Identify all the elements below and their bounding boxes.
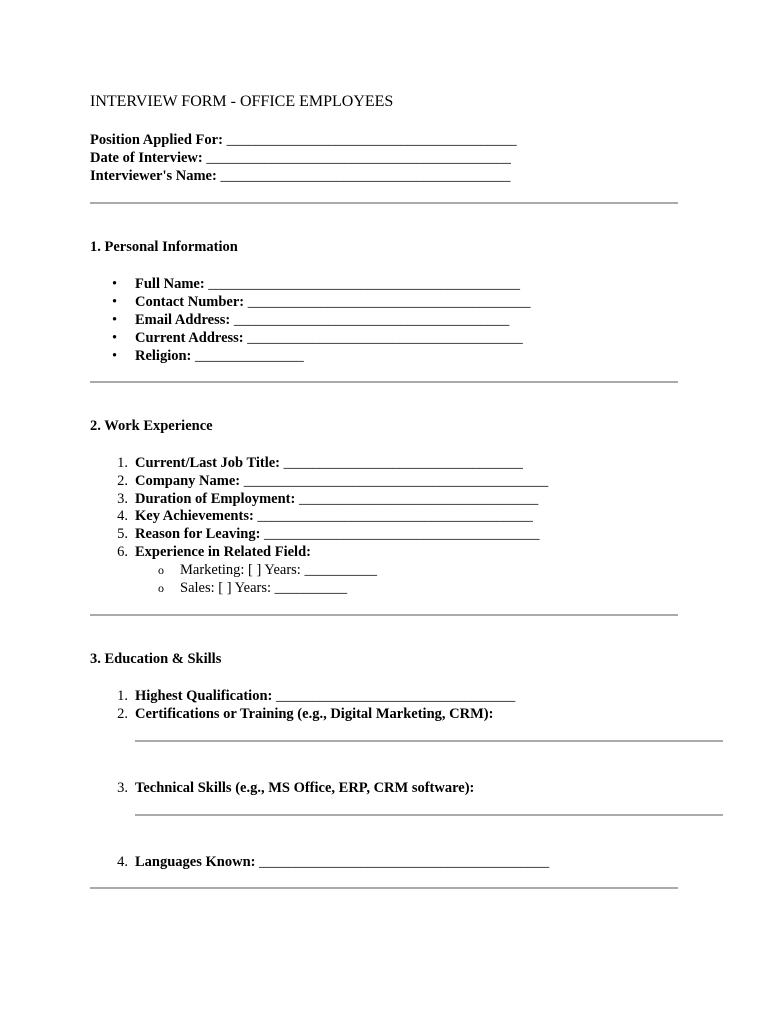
contact-number-blank[interactable]: _______________________________________ [247, 294, 531, 310]
duration-blank[interactable]: _________________________________ [298, 491, 539, 507]
section-divider [90, 887, 678, 889]
certifications-label: Certifications or Training (e.g., Digital Marketing, CRM): [135, 706, 494, 722]
key-achievements-blank[interactable]: ______________________________________ [257, 508, 533, 524]
duration-label: Duration of Employment: [135, 491, 296, 507]
form-title: INTERVIEW FORM - OFFICE EMPLOYEES [90, 93, 394, 110]
bullet-marker: • [112, 294, 118, 310]
date-of-interview-field[interactable] [90, 149, 511, 167]
list-number: 4. [117, 508, 128, 524]
sub-list-marker: o [158, 581, 164, 595]
bullet-marker: • [112, 330, 118, 346]
section-divider [90, 202, 678, 204]
list-number: 1. [117, 455, 128, 471]
full-name-label: Full Name: [135, 276, 205, 292]
section-divider [90, 614, 678, 616]
date-of-interview-blank[interactable]: __________________________________________ [206, 150, 511, 166]
full-name-blank[interactable]: ___________________________________________ [208, 276, 521, 292]
email-address-label: Email Address: [135, 312, 231, 328]
date-of-interview-label: Date of Interview: [90, 150, 203, 166]
email-address-blank[interactable]: ______________________________________ [233, 312, 510, 328]
sub-list-marker: o [158, 563, 164, 577]
section-divider [90, 381, 678, 383]
highest-qualification-blank[interactable]: _________________________________ [275, 688, 516, 704]
current-address-label: Current Address: [135, 330, 244, 346]
sales-years-text[interactable]: Sales: [ ] Years: __________ [180, 580, 348, 596]
interviewer-name-label: Interviewer's Name: [90, 168, 217, 184]
religion-label: Religion: [135, 348, 192, 364]
company-name-label: Company Name: [135, 473, 241, 489]
interviewer-name-field[interactable] [90, 167, 510, 185]
religion-blank[interactable]: _______________ [195, 348, 304, 364]
reason-leaving-blank[interactable]: ______________________________________ [264, 526, 540, 542]
job-title-label: Current/Last Job Title: [135, 455, 281, 471]
list-number: 1. [117, 688, 128, 704]
technical-skills-answer-line[interactable] [135, 814, 723, 816]
technical-skills-label: Technical Skills (e.g., MS Office, ERP, CRM software): [135, 780, 475, 796]
bullet-marker: • [112, 348, 118, 364]
list-number: 3. [117, 491, 128, 507]
list-number: 3. [117, 780, 128, 796]
list-number: 4. [117, 854, 128, 870]
marketing-years-text[interactable]: Marketing: [ ] Years: __________ [180, 562, 377, 578]
languages-known-label: Languages Known: [135, 854, 256, 870]
list-number: 5. [117, 526, 128, 542]
interviewer-name-blank[interactable]: ________________________________________ [220, 168, 511, 184]
list-number: 2. [117, 473, 128, 489]
certifications-answer-line[interactable] [135, 740, 723, 742]
contact-number-label: Contact Number: [135, 294, 245, 310]
bullet-marker: • [112, 276, 118, 292]
bullet-marker: • [112, 312, 118, 328]
section-experience-title: 2. Work Experience [90, 418, 213, 434]
position-applied-field[interactable] [90, 131, 517, 149]
current-address-blank[interactable]: ______________________________________ [247, 330, 523, 346]
section-education-title: 3. Education & Skills [90, 651, 222, 667]
position-applied-label: Position Applied For: [90, 132, 223, 148]
key-achievements-label: Key Achievements: [135, 508, 254, 524]
reason-leaving-label: Reason for Leaving: [135, 526, 261, 542]
languages-known-blank[interactable]: ________________________________________ [259, 854, 550, 870]
highest-qualification-label: Highest Qualification: [135, 688, 273, 704]
job-title-blank[interactable]: _________________________________ [283, 455, 523, 471]
section-personal-title: 1. Personal Information [90, 239, 238, 255]
position-applied-blank[interactable]: ________________________________________ [226, 132, 517, 148]
list-number: 6. [117, 544, 128, 560]
related-experience-label: Experience in Related Field: [135, 544, 311, 560]
company-name-blank[interactable]: __________________________________________ [243, 473, 549, 489]
list-number: 2. [117, 706, 128, 722]
